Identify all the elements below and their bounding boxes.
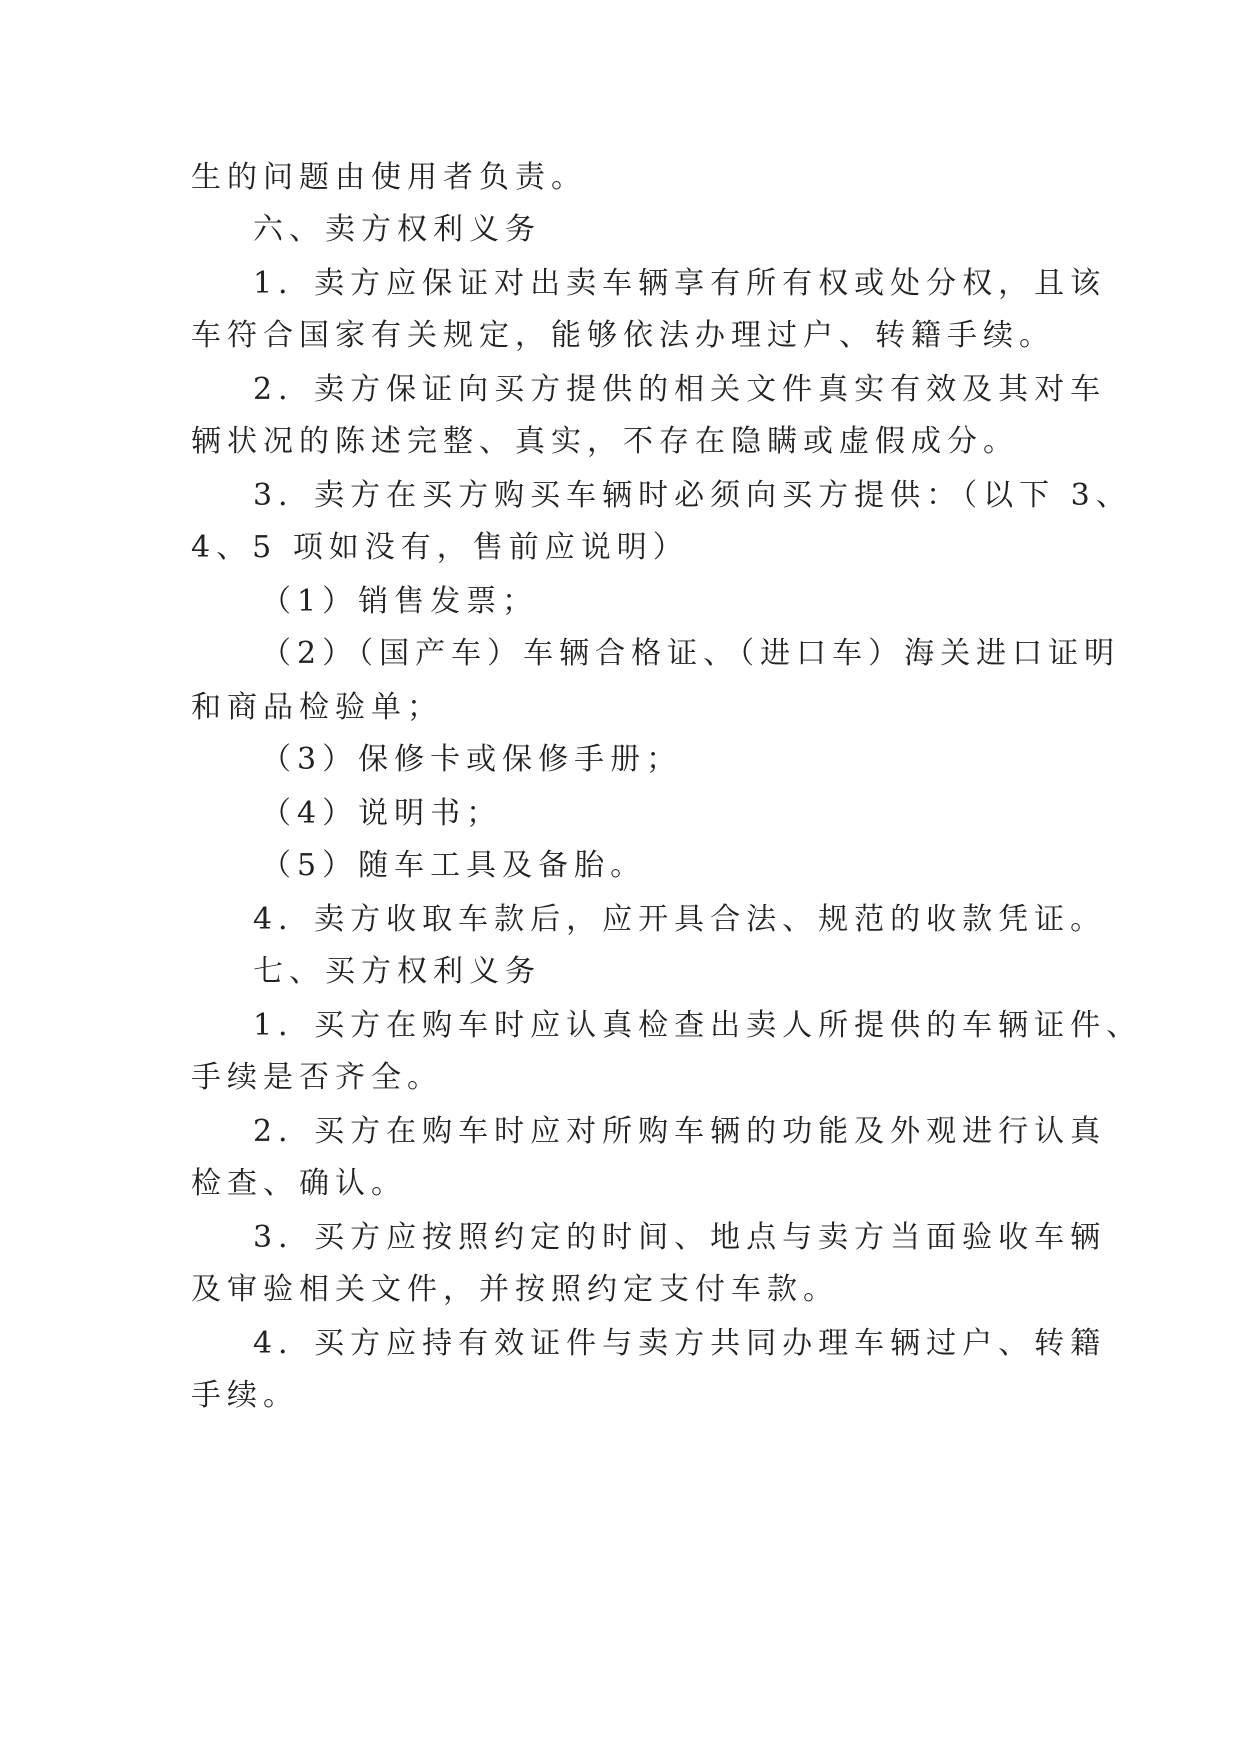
paragraph-line: 手续。 (191, 1378, 299, 1413)
paragraph-line: 及审验相关文件，并按照约定支付车款。 (191, 1272, 839, 1307)
paragraph-line: 3．卖方在买方购买车辆时必须向买方提供：（以下 3、 (253, 478, 1132, 513)
paragraph-line: 检查、确认。 (191, 1166, 407, 1201)
paragraph-line: 1．卖方应保证对出卖车辆享有所有权或处分权，且该 (253, 266, 1107, 301)
paragraph-line: 4．买方应持有效证件与卖方共同办理车辆过户、转籍 (253, 1326, 1107, 1361)
paragraph-line: 2．卖方保证向买方提供的相关文件真实有效及其对车 (253, 372, 1107, 407)
paragraph-line: 手续是否齐全。 (191, 1060, 443, 1095)
paragraph-line: 4．卖方收取车款后，应开具合法、规范的收款凭证。 (253, 902, 1107, 937)
paragraph-line: 2．买方在购车时应对所购车辆的功能及外观进行认真 (253, 1114, 1107, 1149)
paragraph-line: 车符合国家有关规定，能够依法办理过户、转籍手续。 (191, 318, 1055, 353)
paragraph-line: 生的问题由使用者负责。 (191, 160, 587, 195)
paragraph-line: 1．买方在购车时应认真检查出卖人所提供的车辆证件、 (253, 1008, 1143, 1043)
paragraph-line: 和商品检验单； (191, 690, 443, 725)
paragraph-line: 辆状况的陈述完整、真实，不存在隐瞒或虚假成分。 (191, 424, 1019, 459)
section-heading-buyer: 七、买方权利义务 (253, 954, 541, 989)
paragraph-line: 3．买方应按照约定的时间、地点与卖方当面验收车辆 (253, 1220, 1107, 1255)
list-item: （1）销售发票； (261, 584, 539, 619)
section-heading-seller: 六、卖方权利义务 (253, 212, 541, 247)
paragraph-line: 4、5 项如没有，售前应说明） (191, 530, 689, 565)
list-item: （2）（国产车）车辆合格证、（进口车）海关进口证明 (261, 636, 1121, 671)
list-item: （3）保修卡或保修手册； (261, 742, 683, 777)
list-item: （5）随车工具及备胎。 (261, 848, 647, 883)
list-item: （4）说明书； (261, 796, 503, 831)
